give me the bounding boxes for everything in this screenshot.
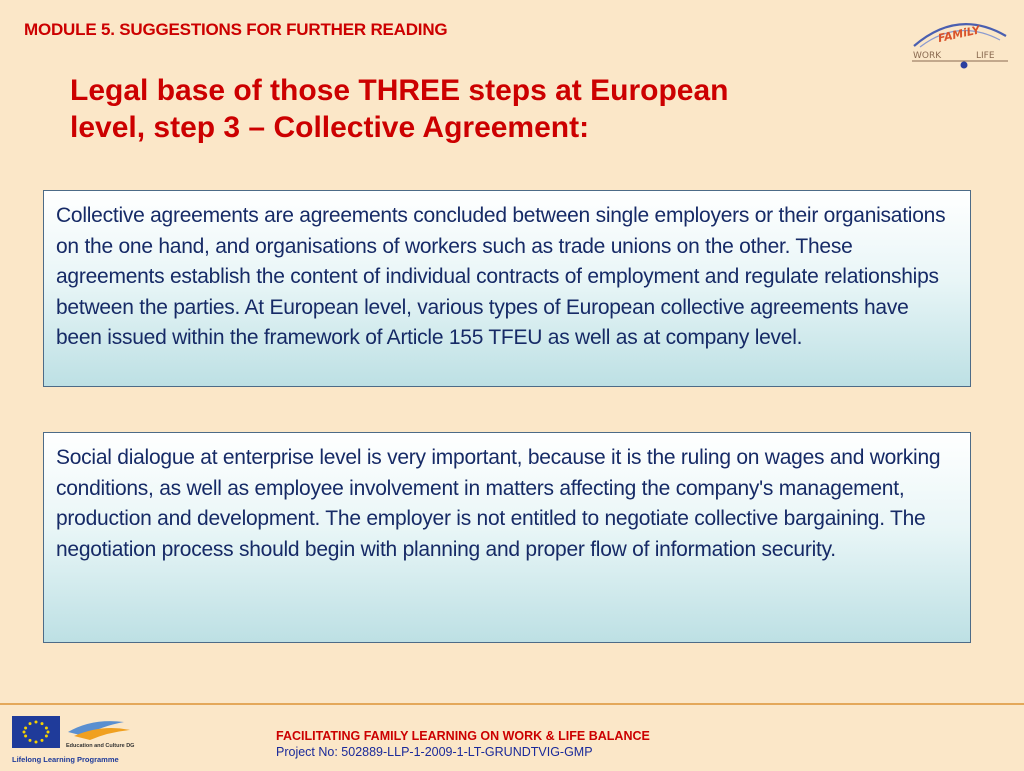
- slide-title-line-2: level, step 3 – Collective Agreement:: [70, 111, 590, 144]
- family-work-life-logo: [908, 14, 1012, 70]
- footer-divider: [0, 703, 1024, 705]
- footer-project-number: Project No: 502889-LLP-1-2009-1-LT-GRUNDTVIG-GMP: [276, 745, 593, 759]
- social-dialogue-textbox: [43, 432, 971, 643]
- logo-family-text: FAMiLY: [936, 23, 982, 46]
- logo-graphic: [908, 14, 1012, 70]
- module-title: MODULE 5. SUGGESTIONS FOR FURTHER READING: [24, 20, 448, 39]
- social-dialogue-text: Social dialogue at enterprise level is very important, because it is the ruling on wages and working conditions, as well as employee involvement in matters affecting the company's management, production and development. The employer is not entitled to negotiate collective bargaining. The negotiation process should begin with planning and proper flow of information security.: [56, 446, 941, 561]
- footer-text: [276, 728, 650, 760]
- footer-project-title: FACILITATING FAMILY LEARNING ON WORK & LIFE BALANCE: [276, 729, 650, 743]
- logo-work-text: WORK: [913, 51, 942, 61]
- collective-agreements-textbox: [43, 190, 971, 387]
- eu-llp-logo: [12, 714, 152, 766]
- eu-caption-text: Education and Culture DG: [66, 743, 135, 749]
- slide-title: [70, 72, 860, 146]
- footer-logos: [12, 714, 152, 766]
- collective-agreements-text: Collective agreements are agreements concluded between single employers or their organisations on the one hand, and organisations of workers such as trade unions on the other. These agreements establish the content of individual contracts of employment and regulate relationships between the parties. At European level, various types of European collective agreements have been issued within the framework of Article 155 TFEU as well as at company level.: [56, 204, 946, 349]
- slide-title-line-1: Legal base of those THREE steps at European: [70, 74, 729, 107]
- llp-caption-text: Lifelong Learning Programme: [12, 755, 119, 764]
- logo-life-text: LIFE: [976, 51, 995, 61]
